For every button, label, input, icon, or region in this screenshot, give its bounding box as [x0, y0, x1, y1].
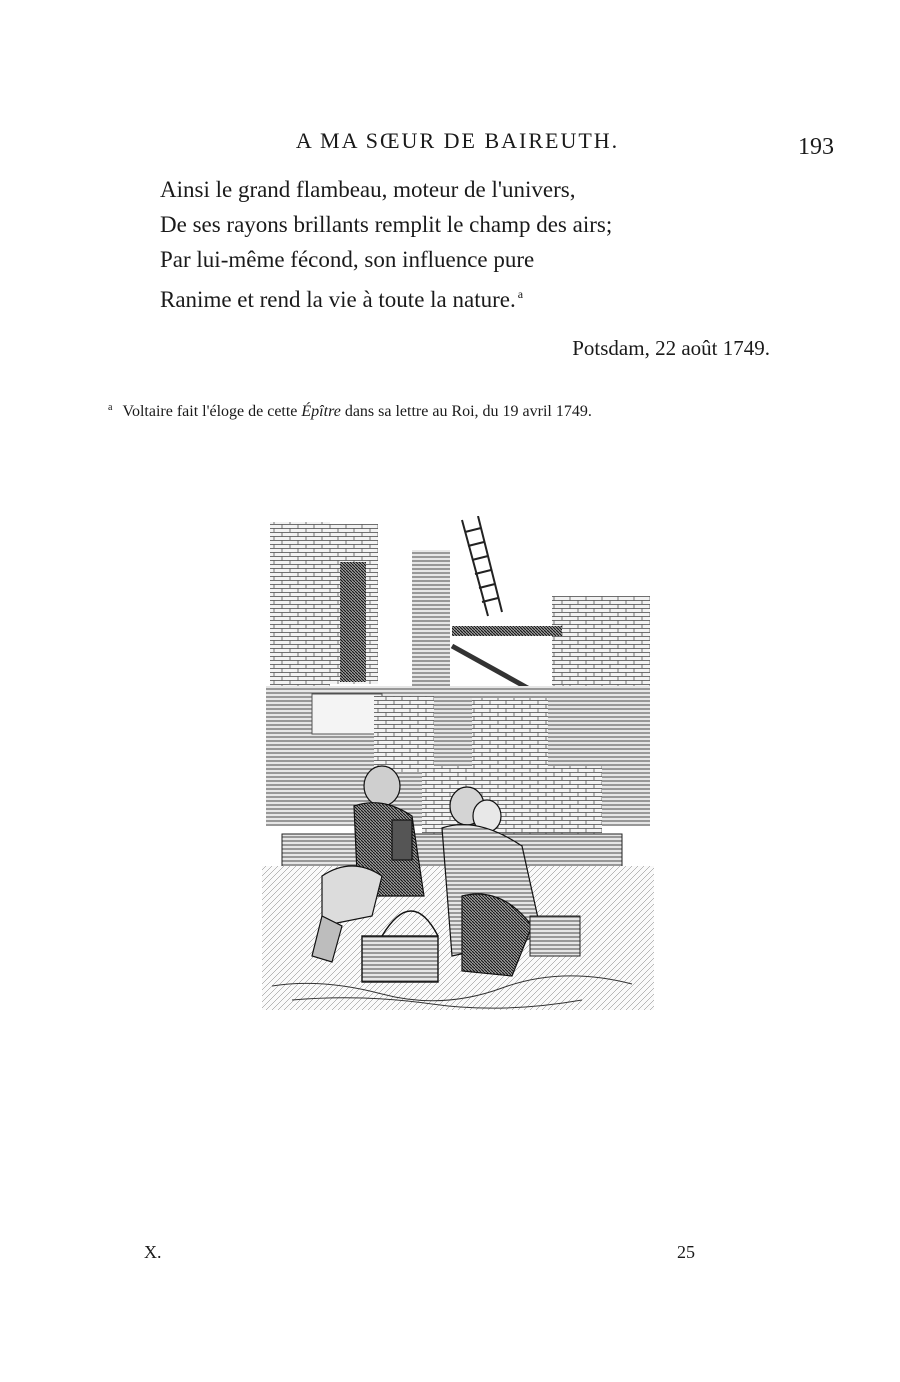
- window-opening: [340, 562, 366, 682]
- page-title: A MA SŒUR DE BAIREUTH.: [295, 128, 620, 153]
- page-number: 193: [798, 134, 834, 160]
- poem-line: De ses rayons brillants remplit le champ des airs;: [160, 212, 613, 237]
- poem: [160, 172, 612, 317]
- scaffold-beam: [452, 626, 562, 636]
- place-date-signature: Potsdam, 22 août 1749.: [572, 336, 770, 360]
- footnote-reference: a: [517, 287, 524, 301]
- sheet-number: 25: [677, 1242, 695, 1262]
- footnote-text-before: Voltaire fait l'éloge de cette: [122, 403, 302, 420]
- footnote-text-after: dans sa lettre au Roi, du 19 avril 1749.: [340, 403, 592, 420]
- poem-line: [160, 277, 612, 317]
- stone-block: [530, 916, 580, 956]
- ladder: [462, 516, 502, 616]
- brick-pillar-right: [412, 550, 450, 700]
- footnote-mark: a: [108, 402, 113, 413]
- poem-line-text: Ranime et rend la vie à toute la nature.: [160, 287, 516, 312]
- footnote-title: Épître: [301, 403, 341, 420]
- brick-wall-left: [270, 522, 330, 702]
- poem-line: Par lui-même fécond, son influence pure: [160, 247, 535, 272]
- engraving-illustration: [262, 516, 654, 1010]
- footnote: [108, 402, 592, 421]
- poem-line: Ainsi le grand flambeau, moteur de l'univers,: [160, 177, 576, 202]
- signature-mark: X.: [144, 1242, 162, 1262]
